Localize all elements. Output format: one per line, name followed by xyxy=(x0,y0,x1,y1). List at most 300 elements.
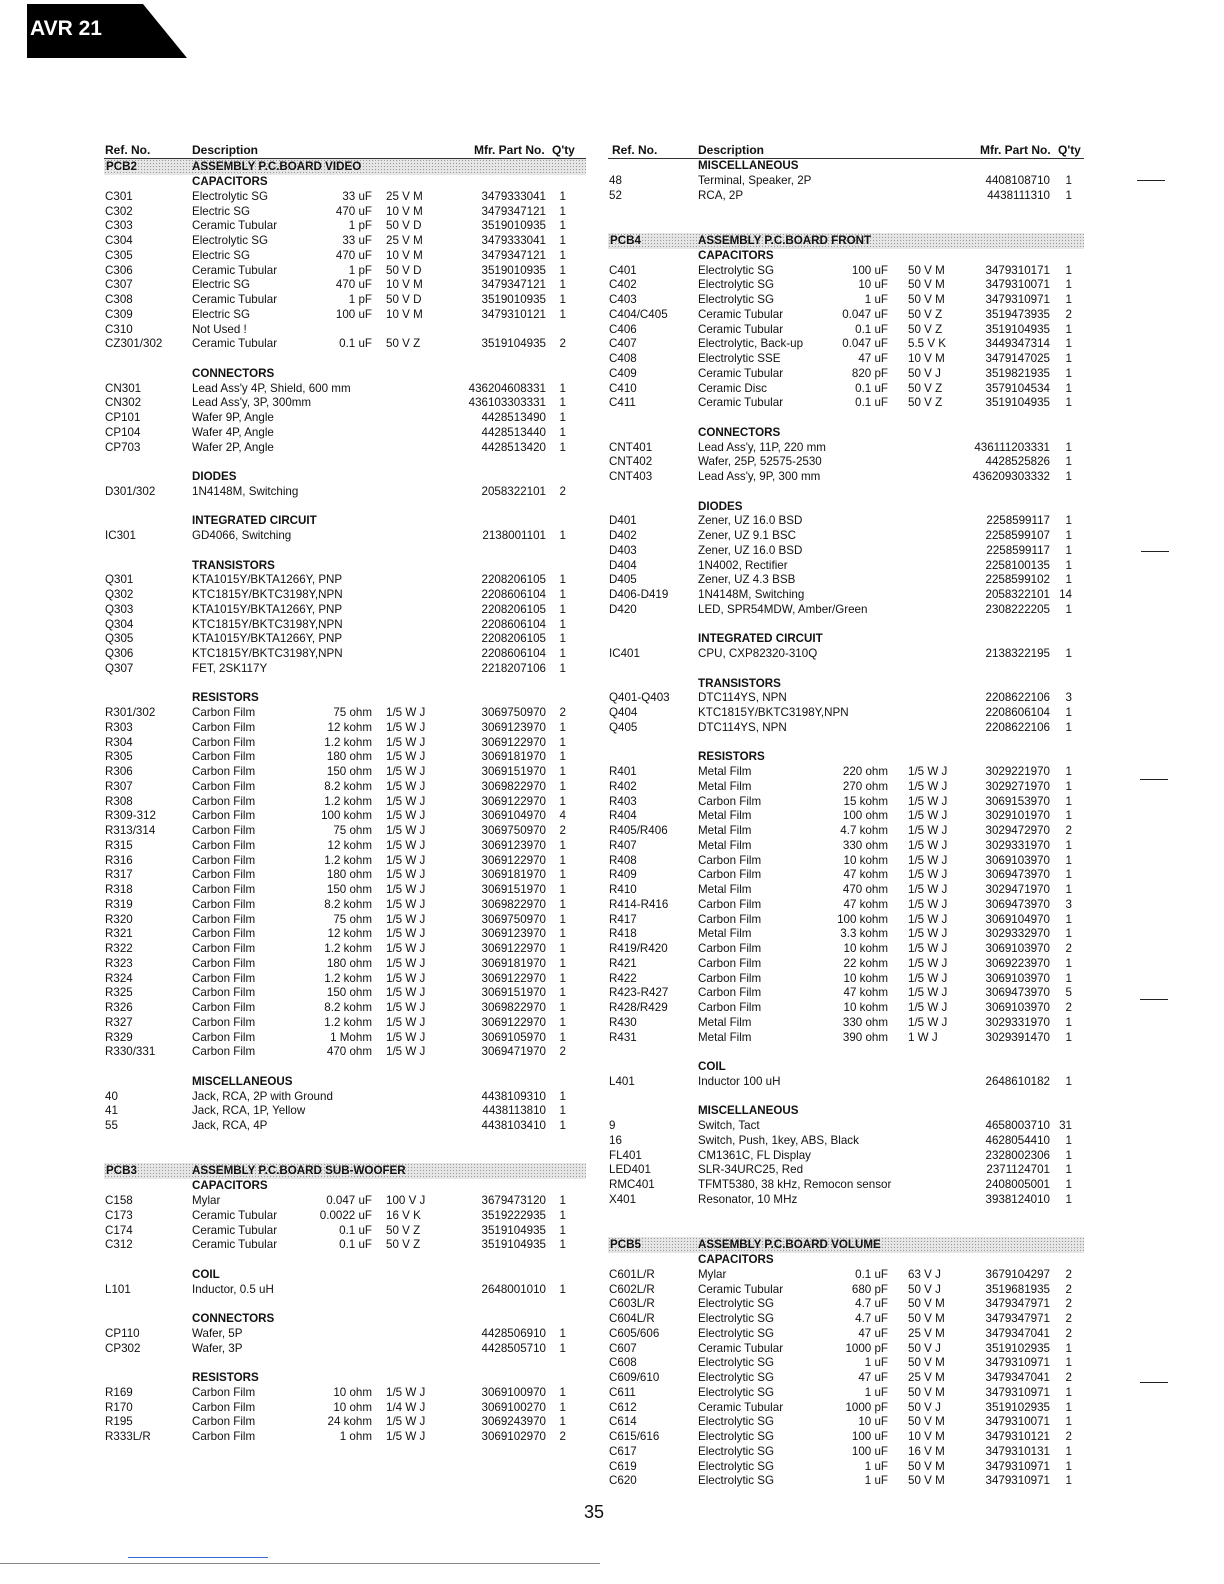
ref-number: C306 xyxy=(105,263,133,277)
ref-number: C407 xyxy=(609,337,637,351)
ref-number: R317 xyxy=(105,868,133,882)
header-description: Description xyxy=(698,143,765,157)
part-number: 3069473970 xyxy=(985,897,1050,911)
section-heading-text: INTEGRATED CIRCUIT xyxy=(192,514,317,528)
assembly-title: ASSEMBLY P.C.BOARD FRONT xyxy=(698,233,872,247)
quantity: 1 xyxy=(559,838,566,852)
part-number: 3479310071 xyxy=(985,278,1050,292)
description: Electrolytic SG xyxy=(698,1385,775,1399)
quantity: 1 xyxy=(559,956,566,970)
value: 24 kohm xyxy=(327,1415,372,1429)
rating: 1/5 W J xyxy=(908,912,948,926)
part-number: 2308222205 xyxy=(985,602,1050,616)
part-row xyxy=(104,264,586,279)
part-row xyxy=(104,780,586,795)
spacer xyxy=(608,662,1084,677)
ref-number: R301/302 xyxy=(105,706,156,719)
description: Jack, RCA, 2P with Ground xyxy=(192,1089,333,1103)
part-number: 3479147025 xyxy=(985,352,1050,365)
description: Ceramic Tubular xyxy=(698,322,784,336)
quantity: 1 xyxy=(559,381,566,395)
description: Carbon Film xyxy=(192,868,256,882)
quantity: 1 xyxy=(559,868,566,882)
description: Ceramic Tubular xyxy=(698,1341,784,1355)
rating: 50 V M xyxy=(908,1312,945,1325)
assembly-code: PCB3 xyxy=(106,1164,137,1178)
rating: 1/5 W J xyxy=(386,1430,426,1443)
part-number: 2258100135 xyxy=(985,558,1050,572)
description: SLR-34URC25, Red xyxy=(698,1163,804,1177)
description: Carbon Film xyxy=(192,1030,256,1044)
description: Jack, RCA, 1P, Yellow xyxy=(192,1104,306,1118)
rating: 50 V Z xyxy=(386,337,421,351)
part-number: 3069473970 xyxy=(985,986,1050,1000)
part-row xyxy=(608,308,1084,323)
value: 220 ohm xyxy=(842,765,888,778)
quantity: 3 xyxy=(1065,897,1072,911)
part-number: 2258599107 xyxy=(985,529,1050,542)
rating: 1/5 W J xyxy=(386,779,426,793)
quantity: 1 xyxy=(559,1341,566,1355)
value: 75 ohm xyxy=(333,912,372,926)
ref-number: CN302 xyxy=(105,396,142,410)
rating: 1/5 W J xyxy=(386,706,426,719)
value: 1.2 kohm xyxy=(324,794,372,808)
spacer xyxy=(104,1297,586,1312)
description: Carbon Film xyxy=(192,942,256,955)
value: 1000 pF xyxy=(845,1341,888,1355)
ref-number: R403 xyxy=(609,794,637,808)
section-heading-text: TRANSISTORS xyxy=(698,676,781,690)
part-number: 3479347971 xyxy=(985,1297,1050,1311)
ref-number: R409 xyxy=(609,868,637,882)
description: Carbon Film xyxy=(698,971,762,985)
assembly-title: ASSEMBLY P.C.BOARD SUB-WOOFER xyxy=(192,1164,406,1178)
part-row xyxy=(104,647,586,662)
section-heading-text: MISCELLANEOUS xyxy=(192,1074,293,1088)
quantity: 1 xyxy=(1065,706,1072,719)
part-row xyxy=(608,1342,1084,1357)
ref-number: 48 xyxy=(609,173,622,187)
rating: 1/5 W J xyxy=(908,986,948,1000)
description: Carbon Film xyxy=(192,897,256,911)
quantity: 1 xyxy=(1065,1074,1072,1088)
part-row xyxy=(608,1460,1084,1475)
part-number: 3679473120 xyxy=(481,1194,546,1207)
ref-number: C617 xyxy=(609,1444,637,1458)
quantity: 1 xyxy=(559,720,566,734)
ref-number: Q307 xyxy=(105,661,134,675)
rating: 50 V Z xyxy=(908,396,943,410)
value: 150 ohm xyxy=(326,986,372,1000)
part-number: 4438111310 xyxy=(987,188,1050,202)
part-number: 3069181970 xyxy=(481,956,546,970)
ref-number: L401 xyxy=(609,1074,635,1088)
part-row xyxy=(608,898,1084,913)
value: 1 pF xyxy=(348,263,372,277)
header-ref: Ref. No. xyxy=(105,143,151,157)
part-row xyxy=(104,1119,586,1134)
part-number: 3069181970 xyxy=(481,868,546,882)
quantity: 1 xyxy=(559,1001,566,1014)
part-row xyxy=(104,411,586,426)
description: Carbon Film xyxy=(192,1430,256,1443)
description: Electrolytic SG xyxy=(698,1415,775,1429)
part-row xyxy=(104,1031,586,1046)
ref-number: FL401 xyxy=(609,1148,642,1162)
value: 330 ohm xyxy=(842,838,888,852)
quantity: 1 xyxy=(559,750,566,764)
part-number: 2208622106 xyxy=(985,720,1050,734)
rating: 16 V K xyxy=(386,1208,421,1222)
section-heading xyxy=(608,500,1084,515)
ref-number: Q304 xyxy=(105,617,134,631)
part-number: 3479310071 xyxy=(985,1415,1050,1429)
part-row xyxy=(608,1430,1084,1445)
part-number: 2648610182 xyxy=(985,1074,1050,1088)
description: Ceramic Tubular xyxy=(192,1238,278,1252)
rating: 50 V J xyxy=(908,1400,941,1414)
section-heading-text: MISCELLANEOUS xyxy=(698,159,799,172)
part-number: 3479310171 xyxy=(985,263,1050,277)
description: Electrolytic SG xyxy=(698,1459,775,1473)
description: TFMT5380, 38 kHz, Remocon sensor xyxy=(698,1178,892,1191)
assembly-code: PCB2 xyxy=(106,160,137,173)
ref-number: R326 xyxy=(105,1001,133,1014)
quantity: 1 xyxy=(559,779,566,793)
part-row xyxy=(608,1119,1084,1134)
part-number: 2208606104 xyxy=(481,588,546,601)
value: 1.2 kohm xyxy=(324,942,372,955)
description: Carbon Film xyxy=(192,838,256,852)
part-row xyxy=(608,367,1084,382)
description: Metal Film xyxy=(698,809,752,823)
part-row xyxy=(608,1031,1084,1046)
part-row xyxy=(608,1283,1084,1298)
part-row xyxy=(104,1104,586,1119)
description: CPU, CXP82320-310Q xyxy=(698,647,818,660)
ref-number: L101 xyxy=(105,1282,131,1296)
quantity: 1 xyxy=(559,602,566,616)
quantity: 1 xyxy=(1065,779,1072,793)
part-number: 3479310971 xyxy=(985,1356,1050,1370)
rating: 1/5 W J xyxy=(386,765,426,778)
part-number: 3069153970 xyxy=(985,794,1050,808)
part-number: 3519104935 xyxy=(985,322,1050,336)
margin-mark xyxy=(1140,779,1168,780)
quantity: 1 xyxy=(559,647,566,660)
ref-number: R405/R406 xyxy=(609,824,668,837)
part-number: 3069122970 xyxy=(481,794,546,808)
quantity: 2 xyxy=(1065,1001,1072,1014)
description: Ceramic Tubular xyxy=(698,307,784,321)
part-number: 3069100970 xyxy=(481,1385,546,1399)
part-number: 3029471970 xyxy=(985,883,1050,896)
description: Zener, UZ 4.3 BSB xyxy=(698,573,796,587)
part-row xyxy=(608,529,1084,544)
ref-number: R305 xyxy=(105,750,133,764)
quantity: 1 xyxy=(559,1194,566,1207)
quantity: 1 xyxy=(1065,927,1072,941)
part-number: 2208606104 xyxy=(481,617,546,631)
quantity: 1 xyxy=(559,278,566,292)
part-number: 3519010935 xyxy=(481,263,546,277)
ref-number: R404 xyxy=(609,809,637,823)
quantity: 5 xyxy=(1065,986,1072,1000)
part-row xyxy=(608,1016,1084,1031)
part-row xyxy=(104,986,586,1001)
ref-number: R408 xyxy=(609,853,637,867)
part-number: 3069151970 xyxy=(481,765,546,778)
rating: 1/5 W J xyxy=(386,853,426,867)
part-row xyxy=(608,706,1084,721)
part-number: 2058322101 xyxy=(481,484,546,498)
part-number: 3519473935 xyxy=(985,307,1050,321)
part-row xyxy=(608,514,1084,529)
part-number: 2648001010 xyxy=(481,1282,546,1296)
spacer xyxy=(608,1222,1084,1237)
spacer xyxy=(608,203,1084,218)
value: 330 ohm xyxy=(842,1015,888,1029)
ref-number: CP110 xyxy=(105,1326,140,1340)
quantity: 1 xyxy=(559,986,566,1000)
description: Wafer, 3P xyxy=(192,1341,243,1355)
part-row xyxy=(608,264,1084,279)
ref-number: R325 xyxy=(105,986,133,1000)
value: 10 kohm xyxy=(843,971,888,985)
rating: 100 V J xyxy=(386,1194,426,1207)
rating: 1/5 W J xyxy=(908,1001,948,1014)
spacer xyxy=(608,1045,1084,1060)
part-number: 436103303331 xyxy=(468,396,546,410)
spacer xyxy=(104,1149,586,1164)
value: 0.0022 uF xyxy=(319,1208,372,1222)
part-number: 3069471970 xyxy=(481,1045,546,1059)
part-row xyxy=(104,1224,586,1239)
description: Electrolytic SG xyxy=(192,189,269,203)
quantity: 1 xyxy=(559,971,566,985)
value: 1 pF xyxy=(348,293,372,306)
value: 100 kohm xyxy=(837,912,888,926)
part-row xyxy=(608,957,1084,972)
description: Carbon Film xyxy=(192,1045,256,1059)
part-number: 3519010935 xyxy=(481,219,546,233)
part-number: 3519821935 xyxy=(985,366,1050,380)
spacer xyxy=(104,1060,586,1075)
description: Lead Ass'y, 3P, 300mm xyxy=(192,396,312,410)
description: DTC114YS, NPN xyxy=(698,691,787,705)
part-number: 3069122970 xyxy=(481,735,546,749)
part-row xyxy=(104,1415,586,1430)
description: FET, 2SK117Y xyxy=(192,661,268,675)
margin-mark xyxy=(1140,999,1168,1000)
ref-number: C310 xyxy=(105,322,133,336)
model-banner xyxy=(27,4,187,58)
part-row xyxy=(608,1474,1084,1489)
quantity: 1 xyxy=(1065,956,1072,970)
rating: 10 V M xyxy=(386,248,423,262)
value: 8.2 kohm xyxy=(324,897,372,911)
part-row xyxy=(104,942,586,957)
rating: 1/5 W J xyxy=(908,853,948,867)
quantity: 1 xyxy=(559,1238,566,1252)
part-row xyxy=(608,573,1084,588)
quantity: 1 xyxy=(1065,765,1072,778)
section-heading-text: TRANSISTORS xyxy=(192,558,275,572)
description: LED, SPR54MDW, Amber/Green xyxy=(698,602,868,616)
section-heading xyxy=(608,1060,1084,1075)
ref-number: R313/314 xyxy=(105,824,156,837)
rating: 1/5 W J xyxy=(908,779,948,793)
quantity: 1 xyxy=(1065,1192,1072,1206)
ref-number: 40 xyxy=(105,1089,118,1103)
quantity: 1 xyxy=(1065,1341,1072,1355)
quantity: 1 xyxy=(559,234,566,247)
part-row xyxy=(608,839,1084,854)
rating: 1/5 W J xyxy=(386,912,426,926)
description: Ceramic Tubular xyxy=(192,293,278,306)
quantity: 1 xyxy=(559,1415,566,1429)
section-heading xyxy=(104,1179,586,1194)
quantity: 1 xyxy=(1065,1444,1072,1458)
description: Ceramic Tubular xyxy=(192,1223,278,1237)
description: Carbon Film xyxy=(698,942,762,955)
quantity: 1 xyxy=(1065,1148,1072,1162)
section-heading-text: RESISTORS xyxy=(192,691,259,705)
rating: 25 V M xyxy=(386,234,423,247)
ref-number: CN301 xyxy=(105,381,142,395)
part-row xyxy=(608,927,1084,942)
description: Carbon Film xyxy=(698,956,762,970)
part-number: 2328002306 xyxy=(985,1148,1050,1162)
rating: 1/5 W J xyxy=(908,868,948,882)
part-number: 3069122970 xyxy=(481,942,546,955)
part-number: 436204608331 xyxy=(468,381,546,395)
rating: 50 V M xyxy=(908,278,945,292)
ref-number: C307 xyxy=(105,278,133,292)
part-number: 3029221970 xyxy=(985,765,1050,778)
ref-number: C614 xyxy=(609,1415,637,1429)
part-row xyxy=(104,1016,586,1031)
section-heading xyxy=(104,175,586,190)
description: Electrolytic SG xyxy=(698,1326,775,1340)
quantity: 4 xyxy=(559,809,566,823)
ref-number: R323 xyxy=(105,956,133,970)
ref-number: R417 xyxy=(609,912,637,926)
part-row xyxy=(608,1193,1084,1208)
parts-list-right xyxy=(608,142,1084,1489)
part-row xyxy=(104,927,586,942)
description: Carbon Film xyxy=(192,779,256,793)
spacer xyxy=(608,1090,1084,1105)
assembly-banner xyxy=(608,1237,1084,1253)
ref-number: R410 xyxy=(609,883,637,896)
part-number: 3479347041 xyxy=(985,1326,1050,1340)
part-number: 2371124701 xyxy=(986,1163,1050,1177)
part-number: 2208206105 xyxy=(481,602,546,616)
value: 1.2 kohm xyxy=(324,735,372,749)
ref-number: Q306 xyxy=(105,647,134,660)
part-number: 2208206105 xyxy=(481,632,546,646)
spacer xyxy=(104,544,586,559)
assembly-title: ASSEMBLY P.C.BOARD VIDEO xyxy=(192,160,362,173)
rating: 1/5 W J xyxy=(908,927,948,941)
rating: 25 V M xyxy=(386,189,423,203)
part-row xyxy=(104,765,586,780)
quantity: 2 xyxy=(559,484,566,498)
rating: 1/5 W J xyxy=(908,942,948,955)
part-row xyxy=(104,219,586,234)
ref-number: C301 xyxy=(105,189,133,203)
ref-number: R423-R427 xyxy=(609,986,669,1000)
description: Mylar xyxy=(698,1267,727,1281)
section-heading xyxy=(608,1253,1084,1268)
value: 4.7 uF xyxy=(855,1312,888,1325)
part-row xyxy=(608,780,1084,795)
ref-number: R322 xyxy=(105,942,133,955)
rating: 50 V D xyxy=(386,219,422,233)
ref-number: R431 xyxy=(609,1030,637,1044)
part-number: 3479310971 xyxy=(985,1385,1050,1399)
part-number: 3479310971 xyxy=(985,1474,1050,1488)
quantity: 1 xyxy=(559,307,566,321)
ref-number: R309-312 xyxy=(105,809,156,823)
description: Inductor 100 uH xyxy=(698,1074,781,1088)
value: 470 ohm xyxy=(842,883,888,896)
ref-number: D301/302 xyxy=(105,484,156,498)
ref-number: C403 xyxy=(609,293,637,306)
part-number: 4438103410 xyxy=(481,1119,546,1132)
ref-number: C158 xyxy=(105,1194,133,1207)
quantity: 1 xyxy=(1065,912,1072,926)
description: Metal Film xyxy=(698,838,752,852)
section-heading-text: DIODES xyxy=(698,499,743,513)
rating: 50 V J xyxy=(908,366,941,380)
part-row xyxy=(104,1045,586,1060)
part-row xyxy=(104,234,586,249)
value: 0.1 uF xyxy=(339,1238,372,1252)
part-row xyxy=(104,721,586,736)
value: 180 ohm xyxy=(326,868,372,882)
rating: 50 V M xyxy=(908,1415,945,1429)
quantity: 2 xyxy=(1065,1267,1072,1281)
part-number: 3519104935 xyxy=(481,337,546,351)
ref-number: C602L/R xyxy=(609,1282,655,1296)
rating: 1/5 W J xyxy=(386,956,426,970)
quantity: 1 xyxy=(1065,853,1072,867)
quantity: 1 xyxy=(1065,1178,1072,1191)
part-number: 2208606104 xyxy=(985,706,1050,719)
description: Electric SG xyxy=(192,248,250,262)
ref-number: C611 xyxy=(609,1385,636,1399)
description: Ceramic Tubular xyxy=(698,396,784,410)
description: Carbon Film xyxy=(192,1415,256,1429)
part-number: 3479310131 xyxy=(985,1444,1050,1458)
section-heading xyxy=(104,691,586,706)
rating: 1/5 W J xyxy=(386,942,426,955)
rating: 25 V M xyxy=(908,1371,945,1384)
value: 150 ohm xyxy=(326,765,372,778)
quantity: 1 xyxy=(1065,543,1072,557)
ref-number: C312 xyxy=(105,1238,133,1252)
part-row xyxy=(608,1401,1084,1416)
part-row xyxy=(104,972,586,987)
section-heading-text: CONNECTORS xyxy=(192,366,275,380)
header-description: Description xyxy=(192,143,259,157)
quantity: 1 xyxy=(1065,868,1072,882)
part-row xyxy=(608,544,1084,559)
ref-number: C615/616 xyxy=(609,1430,660,1443)
